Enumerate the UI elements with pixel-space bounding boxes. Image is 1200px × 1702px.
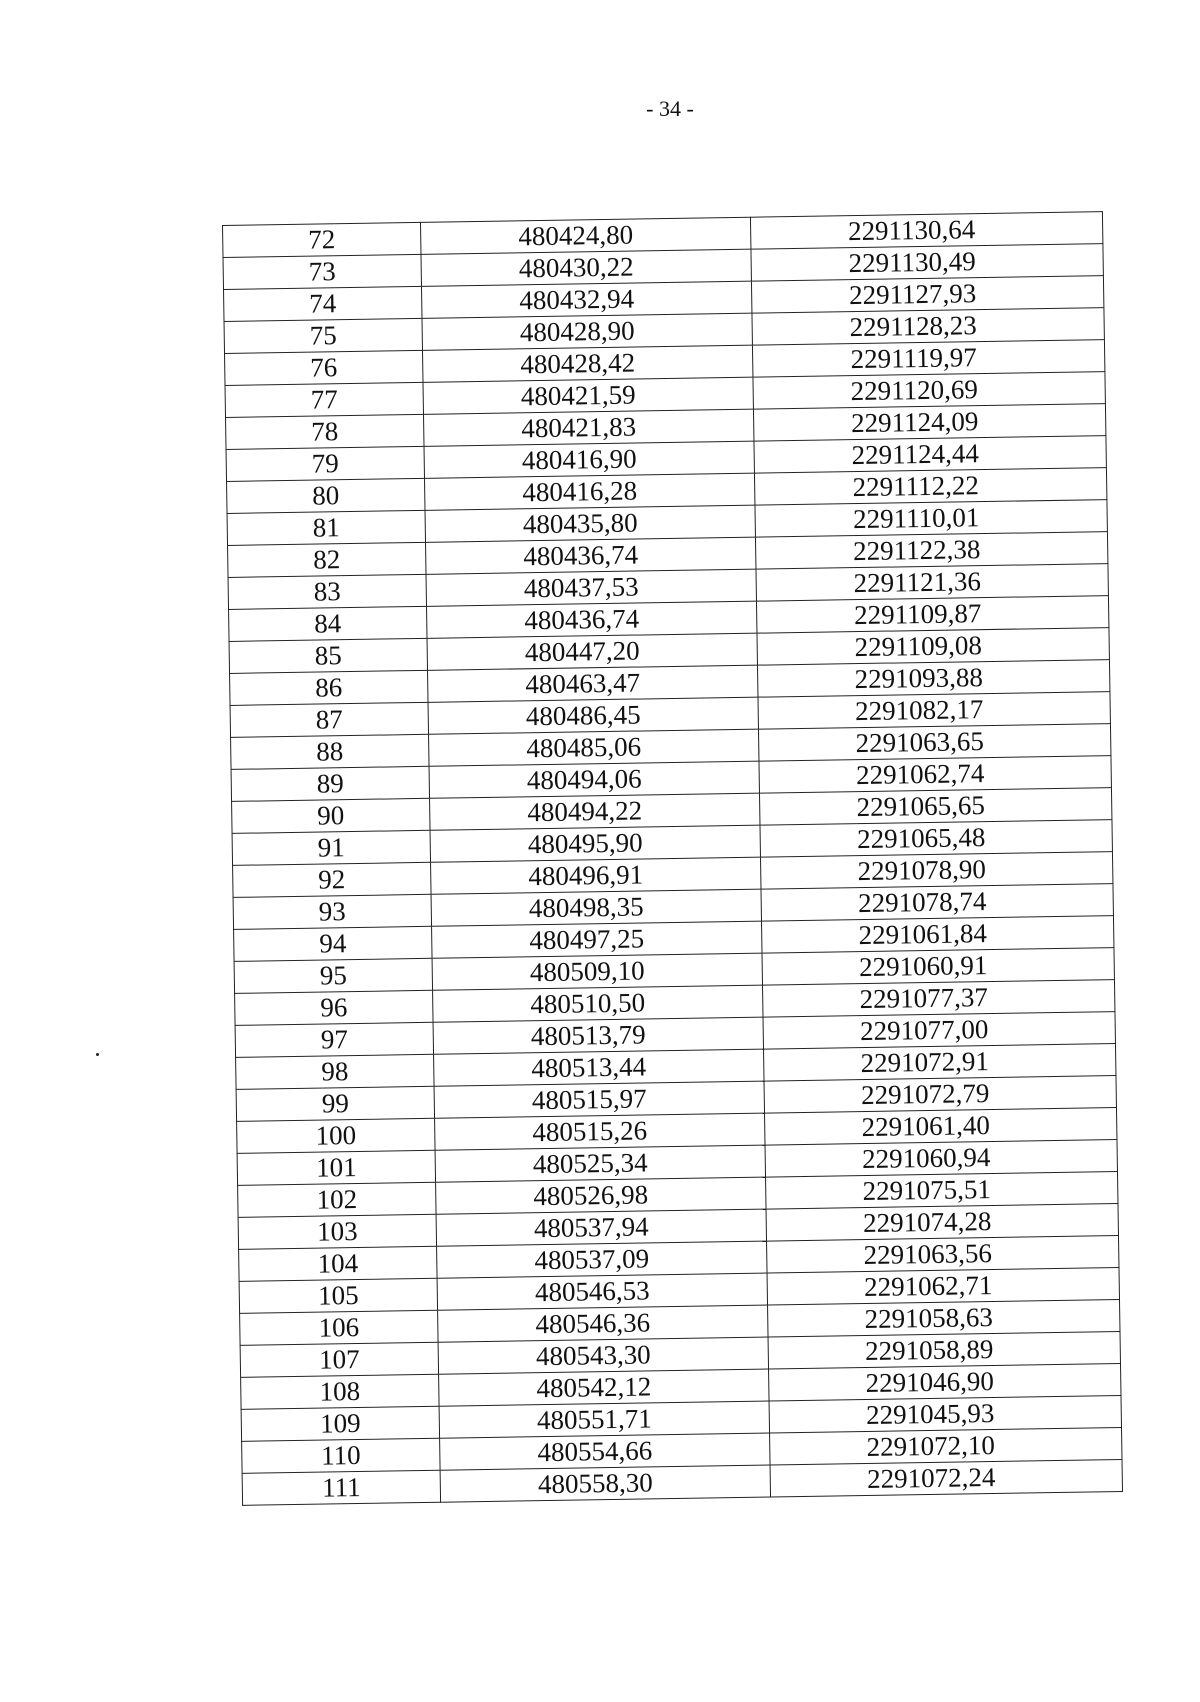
y-coordinate-cell: 2291128,23 — [752, 308, 1104, 346]
scan-dot — [96, 1053, 99, 1056]
y-coordinate-cell: 2291062,71 — [767, 1268, 1119, 1306]
point-number-cell: 107 — [240, 1342, 438, 1377]
y-coordinate-cell: 2291078,74 — [761, 884, 1113, 922]
x-coordinate-cell: 480421,83 — [423, 409, 753, 446]
point-number-cell: 101 — [237, 1150, 435, 1185]
x-coordinate-cell: 480463,47 — [428, 665, 758, 702]
y-coordinate-cell: 2291130,49 — [751, 244, 1103, 282]
x-coordinate-cell: 480485,06 — [429, 729, 759, 766]
x-coordinate-cell: 480515,26 — [435, 1113, 765, 1150]
x-coordinate-cell: 480510,50 — [433, 985, 763, 1022]
y-coordinate-cell: 2291124,44 — [754, 436, 1106, 474]
point-number-cell: 95 — [234, 958, 432, 993]
point-number-cell: 75 — [224, 318, 422, 353]
x-coordinate-cell: 480525,34 — [435, 1145, 765, 1182]
point-number-cell: 77 — [225, 382, 423, 417]
y-coordinate-cell: 2291109,08 — [757, 628, 1109, 666]
point-number-cell: 85 — [229, 638, 427, 673]
y-coordinate-cell: 2291082,17 — [758, 692, 1110, 730]
y-coordinate-cell: 2291062,74 — [759, 756, 1111, 794]
y-coordinate-cell: 2291078,90 — [760, 852, 1112, 890]
x-coordinate-cell: 480430,22 — [421, 249, 751, 286]
point-number-cell: 111 — [242, 1470, 440, 1505]
point-number-cell: 106 — [240, 1310, 438, 1345]
point-number-cell: 91 — [232, 830, 430, 865]
x-coordinate-cell: 480421,59 — [423, 377, 753, 414]
x-coordinate-cell: 480416,90 — [424, 441, 754, 478]
y-coordinate-cell: 2291074,28 — [766, 1204, 1118, 1242]
x-coordinate-cell: 480497,25 — [432, 921, 762, 958]
x-coordinate-cell: 480513,79 — [433, 1017, 763, 1054]
y-coordinate-cell: 2291093,88 — [757, 660, 1109, 698]
point-number-cell: 110 — [242, 1438, 440, 1473]
x-coordinate-cell: 480537,94 — [436, 1209, 766, 1246]
point-number-cell: 74 — [224, 286, 422, 321]
x-coordinate-cell: 480494,22 — [430, 793, 760, 830]
point-number-cell: 82 — [228, 542, 426, 577]
point-number-cell: 90 — [232, 798, 430, 833]
x-coordinate-cell: 480436,74 — [427, 601, 757, 638]
y-coordinate-cell: 2291122,38 — [755, 532, 1107, 570]
point-number-cell: 86 — [230, 670, 428, 705]
y-coordinate-cell: 2291065,48 — [760, 820, 1112, 858]
y-coordinate-cell: 2291072,79 — [764, 1076, 1116, 1114]
point-number-cell: 97 — [235, 1022, 433, 1057]
point-number-cell: 88 — [231, 734, 429, 769]
y-coordinate-cell: 2291110,01 — [755, 500, 1107, 538]
y-coordinate-cell: 2291075,51 — [766, 1172, 1118, 1210]
x-coordinate-cell: 480513,44 — [434, 1049, 764, 1086]
coordinates-table-body — [223, 212, 1123, 1506]
y-coordinate-cell: 2291063,65 — [758, 724, 1110, 762]
point-number-cell: 72 — [223, 222, 421, 257]
point-number-cell: 89 — [231, 766, 429, 801]
x-coordinate-cell: 480554,66 — [440, 1433, 770, 1470]
x-coordinate-cell: 480496,91 — [431, 857, 761, 894]
point-number-cell: 94 — [234, 926, 432, 961]
y-coordinate-cell: 2291058,63 — [768, 1300, 1120, 1338]
y-coordinate-cell: 2291124,09 — [753, 404, 1105, 442]
x-coordinate-cell: 480494,06 — [429, 761, 759, 798]
point-number-cell: 78 — [226, 414, 424, 449]
x-coordinate-cell: 480546,36 — [438, 1305, 768, 1342]
y-coordinate-cell: 2291112,22 — [754, 468, 1106, 506]
point-number-cell: 92 — [233, 862, 431, 897]
x-coordinate-cell: 480428,90 — [422, 313, 752, 350]
y-coordinate-cell: 2291061,84 — [762, 916, 1114, 954]
y-coordinate-cell: 2291119,97 — [752, 340, 1104, 378]
point-number-cell: 87 — [230, 702, 428, 737]
x-coordinate-cell: 480526,98 — [436, 1177, 766, 1214]
point-number-cell: 103 — [238, 1214, 436, 1249]
point-number-cell: 99 — [236, 1086, 434, 1121]
x-coordinate-cell: 480447,20 — [427, 633, 757, 670]
x-coordinate-cell: 480509,10 — [432, 953, 762, 990]
point-number-cell: 76 — [225, 350, 423, 385]
y-coordinate-cell: 2291120,69 — [753, 372, 1105, 410]
x-coordinate-cell: 480416,28 — [425, 473, 755, 510]
y-coordinate-cell: 2291127,93 — [751, 276, 1103, 314]
y-coordinate-cell: 2291109,87 — [756, 596, 1108, 634]
x-coordinate-cell: 480437,53 — [426, 569, 756, 606]
point-number-cell: 93 — [233, 894, 431, 929]
point-number-cell: 83 — [228, 574, 426, 609]
x-coordinate-cell: 480428,42 — [422, 345, 752, 382]
point-number-cell: 104 — [239, 1246, 437, 1281]
x-coordinate-cell: 480435,80 — [425, 505, 755, 542]
x-coordinate-cell: 480495,90 — [430, 825, 760, 862]
x-coordinate-cell: 480486,45 — [428, 697, 758, 734]
x-coordinate-cell: 480542,12 — [439, 1369, 769, 1406]
x-coordinate-cell: 480436,74 — [426, 537, 756, 574]
y-coordinate-cell: 2291058,89 — [768, 1332, 1120, 1370]
point-number-cell: 84 — [229, 606, 427, 641]
y-coordinate-cell: 2291045,93 — [769, 1396, 1121, 1434]
y-coordinate-cell: 2291061,40 — [765, 1108, 1117, 1146]
x-coordinate-cell: 480551,71 — [439, 1401, 769, 1438]
x-coordinate-cell: 480432,94 — [421, 281, 751, 318]
y-coordinate-cell: 2291130,64 — [750, 212, 1102, 250]
x-coordinate-cell: 480558,30 — [440, 1465, 770, 1502]
point-number-cell: 96 — [235, 990, 433, 1025]
point-number-cell: 109 — [241, 1406, 439, 1441]
y-coordinate-cell: 2291077,00 — [763, 1012, 1115, 1050]
point-number-cell: 73 — [223, 254, 421, 289]
y-coordinate-cell: 2291072,24 — [770, 1460, 1122, 1498]
y-coordinate-cell: 2291065,65 — [759, 788, 1111, 826]
x-coordinate-cell: 480515,97 — [434, 1081, 764, 1118]
y-coordinate-cell: 2291077,37 — [763, 980, 1115, 1018]
point-number-cell: 81 — [227, 510, 425, 545]
point-number-cell: 102 — [238, 1182, 436, 1217]
x-coordinate-cell: 480498,35 — [431, 889, 761, 926]
y-coordinate-cell: 2291121,36 — [756, 564, 1108, 602]
y-coordinate-cell: 2291063,56 — [767, 1236, 1119, 1274]
y-coordinate-cell: 2291046,90 — [769, 1364, 1121, 1402]
point-number-cell: 79 — [226, 446, 424, 481]
x-coordinate-cell: 480546,53 — [437, 1273, 767, 1310]
x-coordinate-cell: 480424,80 — [420, 217, 750, 254]
y-coordinate-cell: 2291072,91 — [764, 1044, 1116, 1082]
point-number-cell: 100 — [237, 1118, 435, 1153]
y-coordinate-cell: 2291060,91 — [762, 948, 1114, 986]
point-number-cell: 108 — [241, 1374, 439, 1409]
point-number-cell: 105 — [239, 1278, 437, 1313]
y-coordinate-cell: 2291060,94 — [765, 1140, 1117, 1178]
x-coordinate-cell: 480543,30 — [438, 1337, 768, 1374]
point-number-cell: 80 — [227, 478, 425, 513]
y-coordinate-cell: 2291072,10 — [770, 1428, 1122, 1466]
coordinates-table — [222, 211, 1123, 1506]
point-number-cell: 98 — [236, 1054, 434, 1089]
x-coordinate-cell: 480537,09 — [437, 1241, 767, 1278]
page-number: - 34 - — [646, 96, 694, 121]
